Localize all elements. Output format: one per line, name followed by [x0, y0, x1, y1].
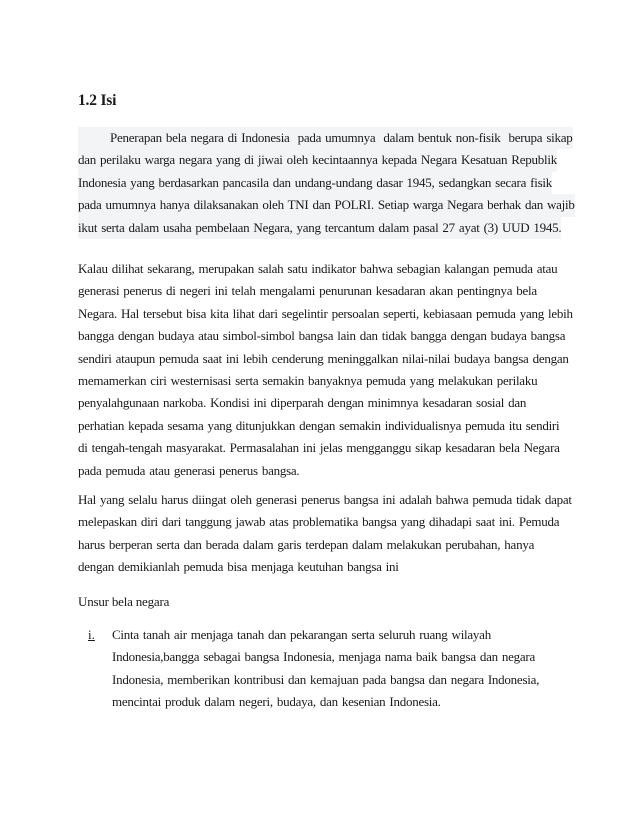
paragraph-hal-yang-selalu — [78, 489, 570, 579]
paragraph-line: Kalau dilihat sekarang, merupakan salah satu indikator bahwa sebagian kalangan pemuda atau — [78, 261, 558, 276]
paragraph-kalau-dilihat — [78, 258, 573, 482]
section-heading: 1.2 Isi — [78, 92, 117, 109]
unsur-bela-negara-label: Unsur bela negara — [78, 594, 170, 609]
paragraph-penerapan — [78, 127, 575, 239]
paragraph-line: pada pemuda atau generasi penerus bangsa. — [78, 462, 300, 478]
paragraph-line: ikut serta dalam usaha pembelaan Negara, yang tercantum dalam pasal 27 ayat (3) UUD 1945. — [78, 217, 561, 239]
paragraph-line: di tengah-tengah masyarakat. Permasalahan ini jelas mengganggu sikap kesadaran bela Negara — [78, 440, 560, 456]
list-marker: i. — [88, 627, 95, 642]
paragraph-line: penyalahgunaan narkoba. Kondisi ini diperparah dengan minimnya kesadaran sosial dan — [78, 395, 527, 411]
paragraph-line: dan perilaku warga negara yang di jiwai oleh kecintaannya kepada Negara Kesatuan Republik — [78, 149, 557, 171]
paragraph-line: generasi penerus di negeri ini telah mengalami penurunan kesadaran akan pentingnya bela — [78, 283, 537, 299]
list-item-line: Indonesia, memberikan kontribusi dan kemajuan pada bangsa dan negara Indonesia, — [112, 671, 540, 687]
paragraph-line: perhatian kepada sesama yang ditunjukkan dengan semakin individualisnya pemuda itu sendiri — [78, 417, 560, 433]
list-item-line: Indonesia,bangga sebagai bangsa Indonesia, menjaga nama baik bangsa dan negara — [112, 649, 536, 665]
paragraph-line: dengan demikianlah pemuda bisa menjaga keutuhan bangsa ini — [78, 559, 399, 575]
paragraph-line: Hal yang selalu harus diingat oleh generasi penerus bangsa ini adalah bahwa pemuda tidak dapat — [78, 492, 572, 507]
paragraph-line: melepaskan diri dari tanggung jawab atas problematika bangsa yang dihadapi saat ini. Pemuda — [78, 514, 560, 530]
paragraph-line: memamerkan ciri westernisasi serta semakin banyaknya pemuda yang melakukan perilaku — [78, 373, 538, 389]
list-item-line: Cinta tanah air menjaga tanah dan pekarangan serta seluruh ruang wilayah — [112, 627, 491, 642]
paragraph-line: Indonesia yang berdasarkan pancasila dan undang-undang dasar 1945, sedangkan secara fisik — [78, 172, 552, 194]
paragraph-line: harus berperan serta dan berada dalam garis terdepan dalam melakukan perubahan, hanya — [78, 536, 535, 552]
paragraph-line: sendiri ataupun pemuda saat ini lebih cenderung meninggalkan nilai-nilai budaya bangsa dengan — [78, 350, 569, 366]
paragraph-line: bangga dengan budaya atau simbol-simbol bangsa lain dan tidak bangga dengan budaya bangsa — [78, 328, 566, 344]
paragraph-line: Negara. Hal tersebut bisa kita lihat dari segelintir persoalan seperti, kebiasaan pemuda yang lebih — [78, 305, 573, 321]
list-item-line: mencintai produk dalam negeri, budaya, dan kesenian Indonesia. — [112, 694, 441, 710]
paragraph-line: Penerapan bela negara di Indonesia pada umumnya dalam bentuk non-fisik berupa sikap — [78, 127, 573, 149]
list-item-text — [112, 624, 568, 714]
paragraph-line: pada umumnya hanya dilaksanakan oleh TNI dan POLRI. Setiap warga Negara berhak dan wajib — [78, 194, 575, 216]
